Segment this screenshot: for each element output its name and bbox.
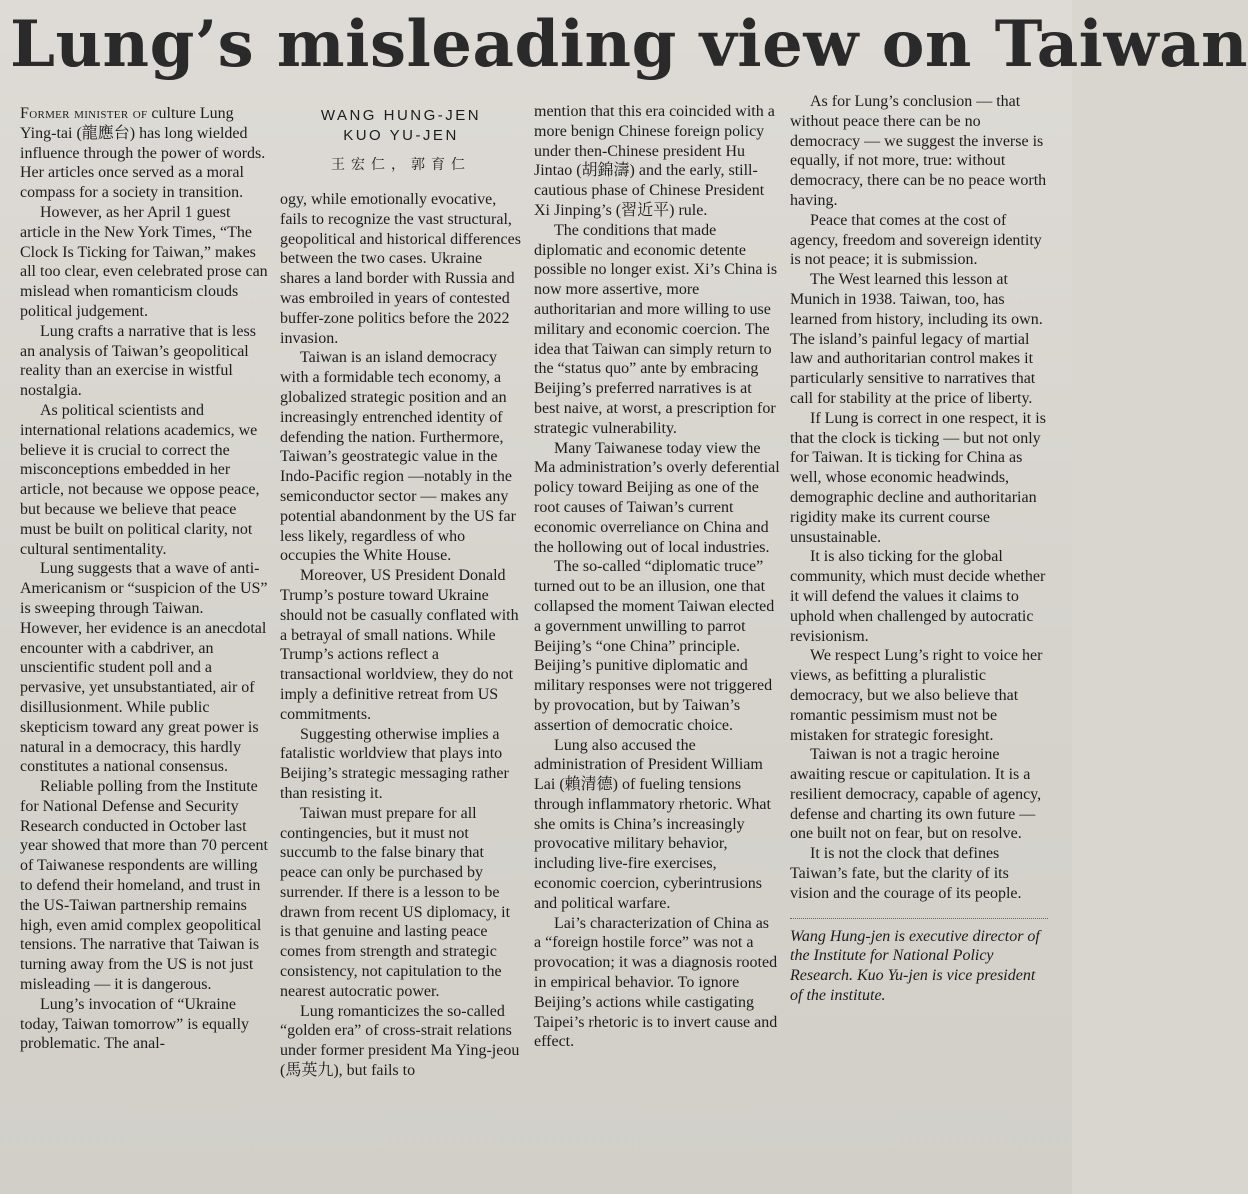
article-paragraph: ogy, while emotionally evocative, fails to recognize the vast structural, geopolitical and historical differences between the two cases. Ukraine shares a land border with Russia and was embroiled in years of contested buffer-zone politics before the 2022 invasion. [280, 191, 521, 347]
article-paragraph [20, 104, 268, 203]
author-name: KUO YU-JEN [343, 127, 459, 144]
author-name: WANG HUNG-JEN [320, 107, 482, 124]
author-bio: Wang Hung-jen is executive director of the Institute for National Policy Research. Kuo Yu-jen is vice president of the institute. [790, 927, 1040, 1005]
lead-paragraph-text: culture Lung Ying-tai (龍應台) has long wielded influence through the power of words. Her articles once served as a moral compass for a society in transition. [20, 105, 266, 202]
article-paragraph: Taiwan is an island democracy with a formidable tech economy, a globalized strategic position and an increasingly entrenched identity of defending the nation. Furthermore, Taiwan’s geostrategic value in the Indo-Pacific region —notably in the semiconductor sector — makes any potential abandonment by the US far less likely, regardless of who occupies the White House. [280, 349, 516, 565]
article-column-2 [280, 104, 522, 1081]
article-paragraph: If Lung is correct in one respect, it is that the clock is ticking — but not only for Taiwan. It is ticking for China as well, whose economic headwinds, demographic decline and authoritarian rigidity make its current course unsustainable. [790, 409, 1046, 546]
article-paragraph: The conditions that made diplomatic and economic detente possible no longer exist. Xi’s China is now more assertive, more authoritarian and more willing to use military and economic coercion. The idea that Taiwan can simply return to the “status quo” ante by embracing Beijing’s preferred narratives is at best naive, at worst, a prescription for strategic vulnerability. [534, 221, 778, 437]
article-paragraph: Suggesting otherwise implies a fatalistic worldview that plays into Beijing’s strategic messaging rather than resisting it. [280, 725, 509, 802]
article-paragraph: Lung crafts a narrative that is less an analysis of Taiwan’s geopolitical reality than an exercise in wistful nostalgia. [20, 322, 256, 400]
lead-in-caps: Former minister of [20, 105, 148, 122]
article-paragraph: Taiwan must prepare for all contingencies, but it must not succumb to the false binary that peace can only be purchased by surrender. If there is a lesson to be drawn from recent US diplomacy, it is that genuine and lasting peace comes from strength and strategic consistency, not capitulation to the nearest autocratic power. [280, 804, 511, 1000]
article-paragraph: The West learned this lesson at Munich in 1938. Taiwan, too, has learned from history, including its own. The island’s painful legacy of martial law and authoritarian control makes it particularly sensitive to narratives that call for stability at the price of liberty. [790, 271, 1043, 407]
article-paragraph: It is not the clock that defines Taiwan’s fate, but the clarity of its vision and the courage of its people. [790, 845, 1022, 902]
article-paragraph: Lung’s invocation of “Ukraine today, Taiwan tomorrow” is equally problematic. The anal- [20, 995, 250, 1053]
article-paragraph: Reliable polling from the Institute for National Defense and Security Research conducted in October last year showed that more than 70 percent of Taiwanese respondents are willing to defend their homeland, and trust in the US-Taiwan partnership remains high, even amid complex geopolitical tensions. The narrative that Taiwan is turning away from the US is not just misleading — it is dangerous. [20, 778, 268, 994]
article-paragraph: Peace that comes at the cost of agency, freedom and sovereign identity is not peace; it is submission. [790, 211, 1042, 269]
article-column-3 [534, 102, 780, 1052]
article-paragraph: Lai’s characterization of China as a “foreign hostile force” was not a provocation; it was a diagnosis rooted in empirical behavior. To ignore Beijing’s actions while castigating Taipei’s rhetoric is to invert cause and effect. [534, 914, 778, 1051]
article-paragraph: We respect Lung’s right to voice her views, as befitting a pluralistic democracy, but we also believe that romantic pessimism must not be mistaken for strategic foresight. [790, 647, 1043, 744]
article-paragraph: mention that this era coincided with a more benign Chinese foreign policy under then-Chinese president Hu Jintao (胡錦濤) and the early, still-cautious phase of Chinese President Xi Jinping’s (習近平) rule. [534, 103, 775, 219]
article-paragraph: Lung also accused the administration of President William Lai (賴清德) of fueling tensions through inflammatory rhetoric. What she omits is China’s increasingly provocative military behavior, including live-fire exercises, economic coercion, cyberintrusions and political warfare. [534, 736, 771, 912]
article-paragraph: The so-called “diplomatic truce” turned out to be an illusion, one that collapsed the moment Taiwan elected a government unwilling to parrot Beijing’s “one China” principle. Beijing’s punitive diplomatic and military responses were not triggered by provocation, but by Taiwan’s assertion of democratic choice. [534, 558, 775, 734]
author-byline [280, 106, 522, 146]
article-paragraph: As political scientists and international relations academics, we believe it is crucial to correct the misconceptions embedded in her article, not because we oppose peace, but because we believe that peace must be built on political clarity, not cultural sentimentality. [20, 401, 260, 558]
article-paragraph: Moreover, US President Donald Trump’s posture toward Ukraine should not be casually conflated with a betrayal of small nations. While Trump’s actions reflect a transactional worldview, they do not imply a definitive retreat from US commitments. [280, 567, 519, 723]
article-paragraph: It is also ticking for the global community, which must decide whether it will defend the values it claims to uphold when challenged by autocratic revisionism. [790, 548, 1046, 645]
article-headline: Lung’s misleading view on Taiwan [10, 7, 1248, 82]
article-column-1 [20, 104, 268, 1054]
article-paragraph: Lung suggests that a wave of anti-Americanism or “suspicion of the US” is sweeping through Taiwan. However, her evidence is an anecdotal encounter with a cabdriver, an unscientific student poll and a pervasive, yet unsubstantiated, air of disillusionment. While public skepticism toward any great power is natural in a democracy, this hardly constitutes a national consensus. [20, 560, 268, 776]
author-chinese-names: 王宏仁，郭育仁 [331, 158, 471, 173]
article-paragraph: As for Lung’s conclusion — that without peace there can be no democracy — we suggest the inverse is equally, if not more, true: without democracy, there can be no peace worth having. [790, 93, 1047, 209]
article-paragraph: Taiwan is not a tragic heroine awaiting rescue or capitulation. It is a resilient democracy, capable of agency, defense and charting its own future — one built not on fear, but on resolve. [790, 746, 1042, 843]
article-paragraph: However, as her April 1 guest article in the New York Times, “The Clock Is Ticking for Taiwan,” makes all too clear, even celebrated prose can mislead when romanticism clouds political judgement. [20, 203, 268, 320]
bio-divider [790, 918, 1048, 919]
article-column-4 [790, 92, 1048, 1006]
article-paragraph: Lung romanticizes the so-called “golden era” of cross-strait relations under former president Ma Ying-jeou (馬英九), but fails to [280, 1002, 520, 1080]
article-paragraph: Many Taiwanese today view the Ma administration’s overly deferential policy toward Beijing as one of the root causes of Taiwan’s current economic overreliance on China and the hollowing out of local industries. [534, 439, 780, 556]
